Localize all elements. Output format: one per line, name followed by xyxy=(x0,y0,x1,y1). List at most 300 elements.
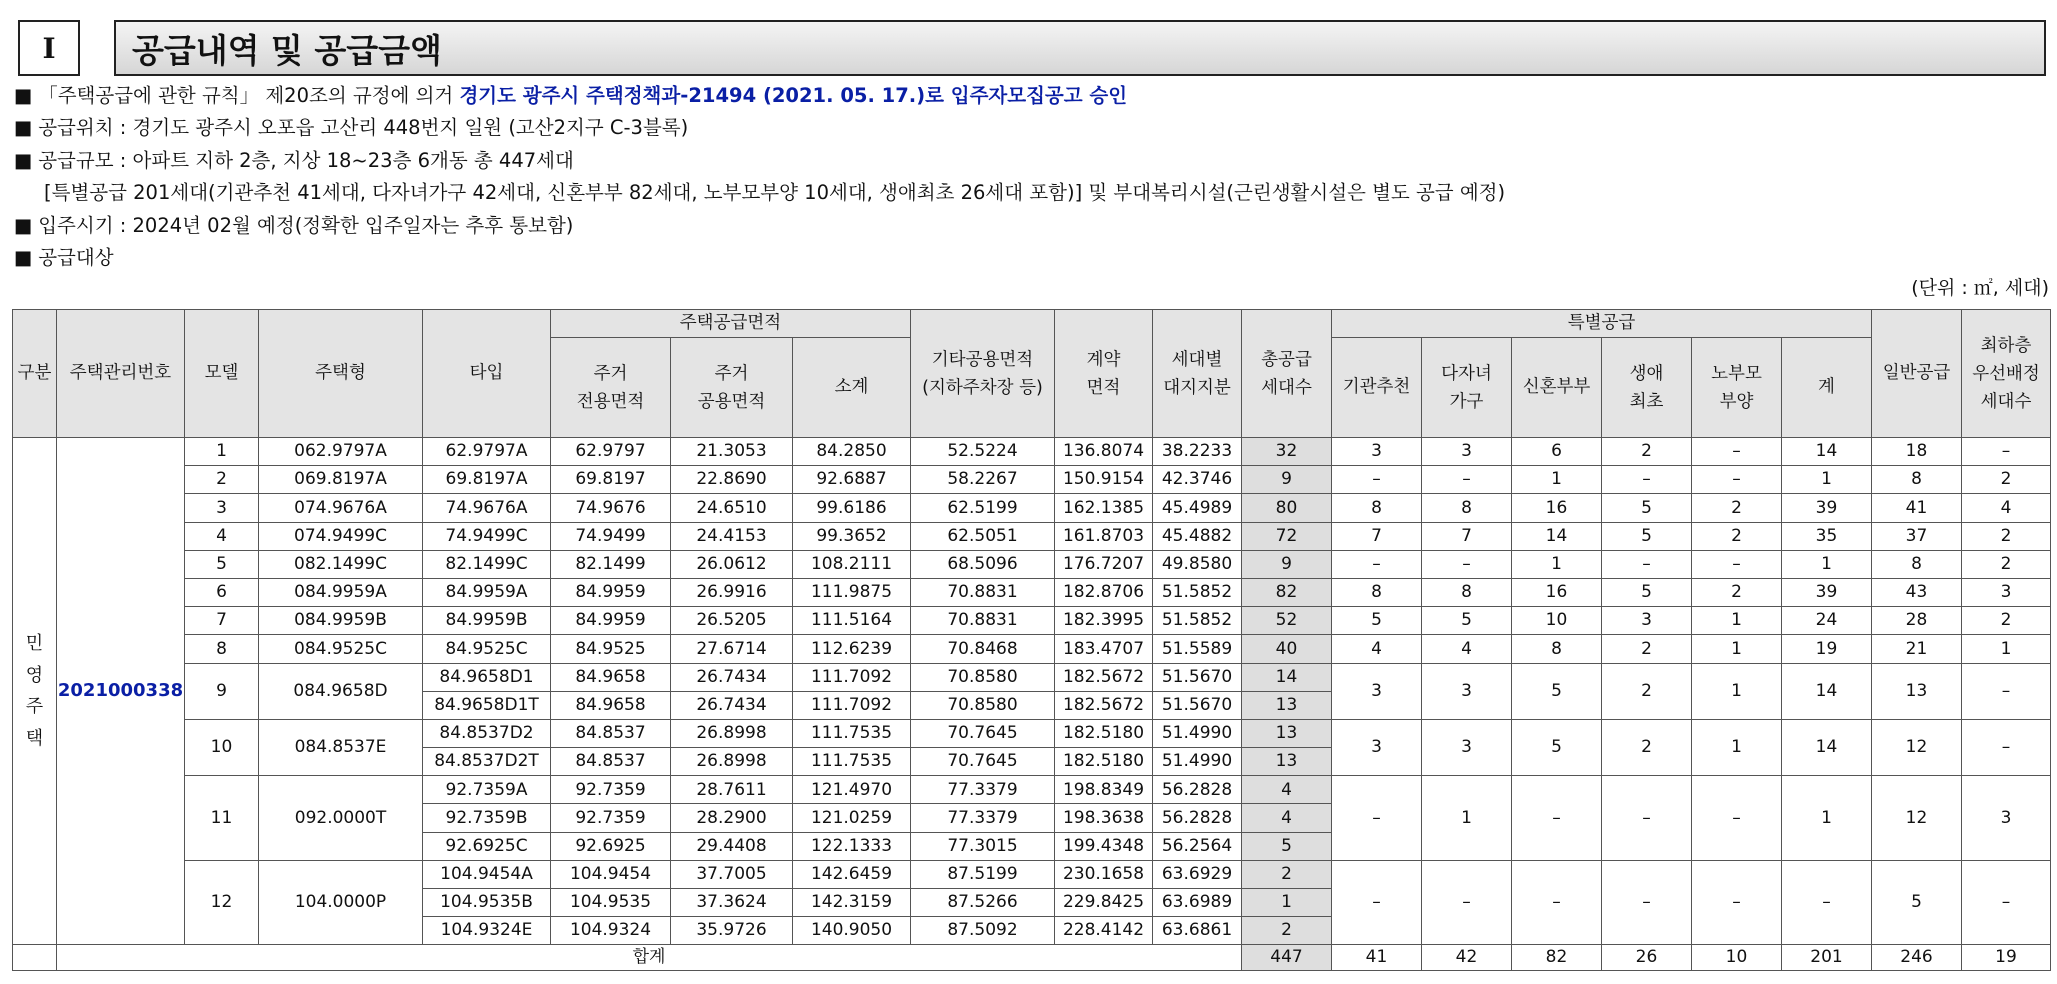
other-cell: 70.8831 xyxy=(911,607,1055,635)
header-first-life: 생애 최초 xyxy=(1602,338,1692,438)
target-text: 공급대상 xyxy=(38,245,114,269)
units-cell: 82 xyxy=(1242,578,1332,606)
land-cell: 63.6989 xyxy=(1153,889,1242,917)
newlywed-cell: – xyxy=(1512,776,1602,861)
header-gubun: 구분 xyxy=(13,310,57,438)
agency-cell: 3 xyxy=(1332,719,1422,775)
common-cell: 26.0612 xyxy=(671,550,793,578)
general-cell: 13 xyxy=(1872,663,1962,719)
land-cell: 63.6861 xyxy=(1153,917,1242,945)
other-cell: 62.5199 xyxy=(911,494,1055,522)
house-type-cell: 062.9797A xyxy=(259,438,423,466)
header-general: 일반공급 xyxy=(1872,310,1962,438)
exclusive-cell: 104.9454 xyxy=(551,860,671,888)
type-cell: 84.9959B xyxy=(423,607,551,635)
type-cell: 84.9658D1T xyxy=(423,691,551,719)
lowest-floor-cell: 2 xyxy=(1962,550,2051,578)
common-cell: 26.9916 xyxy=(671,578,793,606)
special-sum-cell: 1 xyxy=(1782,550,1872,578)
land-cell: 56.2828 xyxy=(1153,776,1242,804)
units-cell: 14 xyxy=(1242,663,1332,691)
general-cell: 12 xyxy=(1872,719,1962,775)
newlywed-cell: – xyxy=(1512,860,1602,945)
exclusive-cell: 104.9535 xyxy=(551,889,671,917)
exclusive-cell: 92.6925 xyxy=(551,832,671,860)
movein-text: 입주시기 : 2024년 02월 예정(정확한 입주일자는 추후 통보함) xyxy=(38,213,574,237)
other-cell: 58.2267 xyxy=(911,466,1055,494)
header-elderly: 노부모 부양 xyxy=(1692,338,1782,438)
table-row xyxy=(13,719,2051,747)
house-type-cell: 104.0000P xyxy=(259,860,423,945)
model-cell: 9 xyxy=(185,663,259,719)
first-life-cell: – xyxy=(1602,550,1692,578)
exclusive-cell: 92.7359 xyxy=(551,776,671,804)
units-cell: 4 xyxy=(1242,804,1332,832)
newlywed-cell: 8 xyxy=(1512,635,1602,663)
general-cell: 21 xyxy=(1872,635,1962,663)
other-cell: 70.8580 xyxy=(911,663,1055,691)
special-sum-cell: 35 xyxy=(1782,522,1872,550)
land-cell: 51.5670 xyxy=(1153,691,1242,719)
table-row xyxy=(13,494,2051,522)
general-cell: 28 xyxy=(1872,607,1962,635)
header-common: 주거 공용면적 xyxy=(671,338,793,438)
general-cell: 8 xyxy=(1872,550,1962,578)
newlywed-cell: 16 xyxy=(1512,578,1602,606)
house-type-cell: 082.1499C xyxy=(259,550,423,578)
model-cell: 8 xyxy=(185,635,259,663)
lowest-floor-cell: 1 xyxy=(1962,635,2051,663)
other-cell: 62.5051 xyxy=(911,522,1055,550)
common-cell: 27.6714 xyxy=(671,635,793,663)
elderly-cell: 2 xyxy=(1692,578,1782,606)
subtotal-cell: 99.3652 xyxy=(793,522,911,550)
newlywed-cell: 6 xyxy=(1512,438,1602,466)
header-special-group: 특별공급 xyxy=(1332,310,1872,338)
exclusive-cell: 92.7359 xyxy=(551,804,671,832)
lowest-floor-cell: 3 xyxy=(1962,578,2051,606)
land-cell: 56.2828 xyxy=(1153,804,1242,832)
subtotal-cell: 99.6186 xyxy=(793,494,911,522)
contract-cell: 182.5672 xyxy=(1055,691,1153,719)
special-sum-cell: 14 xyxy=(1782,663,1872,719)
exclusive-cell: 84.9959 xyxy=(551,607,671,635)
table-row xyxy=(13,776,2051,804)
multi-child-cell: 3 xyxy=(1422,663,1512,719)
common-cell: 21.3053 xyxy=(671,438,793,466)
section-title: 공급내역 및 공급금액 xyxy=(114,20,2046,76)
exclusive-cell: 84.9525 xyxy=(551,635,671,663)
first-life-cell: 2 xyxy=(1602,438,1692,466)
type-cell: 104.9535B xyxy=(423,889,551,917)
header-house-type: 주택형 xyxy=(259,310,423,438)
units-cell: 40 xyxy=(1242,635,1332,663)
contract-cell: 182.5180 xyxy=(1055,748,1153,776)
contract-cell: 150.9154 xyxy=(1055,466,1153,494)
table-row xyxy=(13,607,2051,635)
first-life-cell: 2 xyxy=(1602,719,1692,775)
common-cell: 28.2900 xyxy=(671,804,793,832)
common-cell: 26.8998 xyxy=(671,748,793,776)
first-life-cell: 5 xyxy=(1602,494,1692,522)
house-type-cell: 084.9959A xyxy=(259,578,423,606)
model-cell: 2 xyxy=(185,466,259,494)
model-cell: 4 xyxy=(185,522,259,550)
agency-cell: 5 xyxy=(1332,607,1422,635)
house-type-cell: 084.8537E xyxy=(259,719,423,775)
model-cell: 5 xyxy=(185,550,259,578)
newlywed-cell: 5 xyxy=(1512,663,1602,719)
bullet-icon: ■ xyxy=(14,148,33,172)
units-cell: 2 xyxy=(1242,860,1332,888)
units-cell: 9 xyxy=(1242,466,1332,494)
total-general-cell: 246 xyxy=(1872,945,1962,971)
land-cell: 51.5670 xyxy=(1153,663,1242,691)
header-type: 타입 xyxy=(423,310,551,438)
total-row xyxy=(13,945,2051,971)
header-area-group: 주택공급면적 xyxy=(551,310,911,338)
units-cell: 52 xyxy=(1242,607,1332,635)
other-cell: 87.5092 xyxy=(911,917,1055,945)
model-cell: 3 xyxy=(185,494,259,522)
land-cell: 56.2564 xyxy=(1153,832,1242,860)
contract-cell: 229.8425 xyxy=(1055,889,1153,917)
notice-line-target xyxy=(14,242,2044,274)
agency-cell: 4 xyxy=(1332,635,1422,663)
agency-cell: 7 xyxy=(1332,522,1422,550)
exclusive-cell: 62.9797 xyxy=(551,438,671,466)
multi-child-cell: – xyxy=(1422,550,1512,578)
table-row xyxy=(13,466,2051,494)
section-number: I xyxy=(18,20,80,76)
multi-child-cell: 1 xyxy=(1422,776,1512,861)
lowest-floor-cell: – xyxy=(1962,438,2051,466)
other-cell: 52.5224 xyxy=(911,438,1055,466)
header-lowest-floor: 최하층 우선배정 세대수 xyxy=(1962,310,2051,438)
contract-cell: 161.8703 xyxy=(1055,522,1153,550)
common-cell: 37.3624 xyxy=(671,889,793,917)
newlywed-cell: 10 xyxy=(1512,607,1602,635)
bullet-icon: ■ xyxy=(14,84,33,107)
exclusive-cell: 84.8537 xyxy=(551,748,671,776)
subtotal-cell: 92.6887 xyxy=(793,466,911,494)
agency-cell: 3 xyxy=(1332,438,1422,466)
units-cell: 1 xyxy=(1242,889,1332,917)
land-cell: 51.5852 xyxy=(1153,607,1242,635)
total-agency-cell: 41 xyxy=(1332,945,1422,971)
units-cell: 80 xyxy=(1242,494,1332,522)
special-sum-cell: 1 xyxy=(1782,776,1872,861)
general-cell: 37 xyxy=(1872,522,1962,550)
header-land: 세대별 대지지분 xyxy=(1153,310,1242,438)
contract-cell: 182.3995 xyxy=(1055,607,1153,635)
units-cell: 9 xyxy=(1242,550,1332,578)
units-cell: 4 xyxy=(1242,776,1332,804)
elderly-cell: 2 xyxy=(1692,494,1782,522)
house-type-cell: 084.9525C xyxy=(259,635,423,663)
approval-prefix: 「주택공급에 관한 규칙」 제20조의 규정에 의거 xyxy=(38,84,460,107)
house-type-cell: 074.9499C xyxy=(259,522,423,550)
first-life-cell: 2 xyxy=(1602,635,1692,663)
contract-cell: 176.7207 xyxy=(1055,550,1153,578)
elderly-cell: – xyxy=(1692,860,1782,945)
total-elderly-cell: 10 xyxy=(1692,945,1782,971)
contract-cell: 228.4142 xyxy=(1055,917,1153,945)
other-cell: 77.3015 xyxy=(911,832,1055,860)
subtotal-cell: 84.2850 xyxy=(793,438,911,466)
unit-note: (단위 : ㎡, 세대) xyxy=(1911,277,2049,299)
multi-child-cell: 4 xyxy=(1422,635,1512,663)
total-first-life-cell: 26 xyxy=(1602,945,1692,971)
other-cell: 70.8468 xyxy=(911,635,1055,663)
elderly-cell: – xyxy=(1692,550,1782,578)
lowest-floor-cell: 2 xyxy=(1962,607,2051,635)
other-cell: 70.7645 xyxy=(911,748,1055,776)
header-manage-no: 주택관리번호 xyxy=(57,310,185,438)
type-cell: 69.8197A xyxy=(423,466,551,494)
common-cell: 26.7434 xyxy=(671,691,793,719)
header-other-common: 기타공용면적 (지하주차장 등) xyxy=(911,310,1055,438)
other-cell: 77.3379 xyxy=(911,804,1055,832)
manage-no-cell: 2021000338 xyxy=(57,438,185,945)
subtotal-cell: 111.5164 xyxy=(793,607,911,635)
approval-highlight: 경기도 광주시 주택정책과-21494 (2021. 05. 17.)로 입주자모집공고 승인 xyxy=(459,84,1128,107)
special-sum-cell: 1 xyxy=(1782,466,1872,494)
special-sum-cell: 39 xyxy=(1782,494,1872,522)
units-cell: 13 xyxy=(1242,748,1332,776)
multi-child-cell: 3 xyxy=(1422,719,1512,775)
notice-line-location xyxy=(14,112,2044,144)
multi-child-cell: 7 xyxy=(1422,522,1512,550)
lowest-floor-cell: 2 xyxy=(1962,522,2051,550)
model-cell: 12 xyxy=(185,860,259,945)
type-cell: 82.1499C xyxy=(423,550,551,578)
other-cell: 70.8580 xyxy=(911,691,1055,719)
subtotal-cell: 108.2111 xyxy=(793,550,911,578)
subtotal-cell: 111.7092 xyxy=(793,691,911,719)
special-sum-cell: 39 xyxy=(1782,578,1872,606)
lowest-floor-cell: – xyxy=(1962,719,2051,775)
contract-cell: 182.5180 xyxy=(1055,719,1153,747)
model-cell: 6 xyxy=(185,578,259,606)
other-cell: 70.8831 xyxy=(911,578,1055,606)
agency-cell: – xyxy=(1332,776,1422,861)
common-cell: 26.8998 xyxy=(671,719,793,747)
type-cell: 84.8537D2 xyxy=(423,719,551,747)
newlywed-cell: 1 xyxy=(1512,550,1602,578)
first-life-cell: 5 xyxy=(1602,578,1692,606)
subtotal-cell: 112.6239 xyxy=(793,635,911,663)
agency-cell: – xyxy=(1332,860,1422,945)
land-cell: 45.4882 xyxy=(1153,522,1242,550)
header-newlywed: 신혼부부 xyxy=(1512,338,1602,438)
land-cell: 45.4989 xyxy=(1153,494,1242,522)
other-cell: 87.5199 xyxy=(911,860,1055,888)
elderly-cell: – xyxy=(1692,466,1782,494)
newlywed-cell: 16 xyxy=(1512,494,1602,522)
header-subtotal: 소계 xyxy=(793,338,911,438)
common-cell: 22.8690 xyxy=(671,466,793,494)
house-type-cell: 069.8197A xyxy=(259,466,423,494)
type-cell: 104.9454A xyxy=(423,860,551,888)
units-cell: 13 xyxy=(1242,719,1332,747)
land-cell: 51.4990 xyxy=(1153,748,1242,776)
first-life-cell: 2 xyxy=(1602,663,1692,719)
header-total-units: 총공급 세대수 xyxy=(1242,310,1332,438)
common-cell: 24.6510 xyxy=(671,494,793,522)
house-type-cell: 084.9959B xyxy=(259,607,423,635)
elderly-cell: – xyxy=(1692,438,1782,466)
house-type-cell: 092.0000T xyxy=(259,776,423,861)
exclusive-cell: 84.9959 xyxy=(551,578,671,606)
first-life-cell: – xyxy=(1602,860,1692,945)
total-multi-child-cell: 42 xyxy=(1422,945,1512,971)
contract-cell: 136.8074 xyxy=(1055,438,1153,466)
bullet-icon: ■ xyxy=(14,116,33,140)
header-agency: 기관추천 xyxy=(1332,338,1422,438)
header-exclusive: 주거 전용면적 xyxy=(551,338,671,438)
subtotal-cell: 122.1333 xyxy=(793,832,911,860)
section-header xyxy=(18,20,2046,78)
multi-child-cell: – xyxy=(1422,860,1512,945)
notice-line-movein xyxy=(14,210,2044,242)
exclusive-cell: 104.9324 xyxy=(551,917,671,945)
agency-cell: 8 xyxy=(1332,578,1422,606)
lowest-floor-cell: – xyxy=(1962,663,2051,719)
special-sum-cell: 24 xyxy=(1782,607,1872,635)
subtotal-cell: 142.6459 xyxy=(793,860,911,888)
notice-line-special-detail xyxy=(14,177,2044,209)
land-cell: 42.3746 xyxy=(1153,466,1242,494)
header-special-sum: 계 xyxy=(1782,338,1872,438)
newlywed-cell: 14 xyxy=(1512,522,1602,550)
units-cell: 32 xyxy=(1242,438,1332,466)
model-cell: 1 xyxy=(185,438,259,466)
scale-text: 공급규모 : 아파트 지하 2층, 지상 18~23층 6개동 총 447세대 xyxy=(38,148,574,172)
lowest-floor-cell: 4 xyxy=(1962,494,2051,522)
newlywed-cell: 1 xyxy=(1512,466,1602,494)
total-newlywed-cell: 82 xyxy=(1512,945,1602,971)
units-cell: 5 xyxy=(1242,832,1332,860)
common-cell: 37.7005 xyxy=(671,860,793,888)
elderly-cell: 1 xyxy=(1692,607,1782,635)
type-cell: 84.9658D1 xyxy=(423,663,551,691)
subtotal-cell: 111.9875 xyxy=(793,578,911,606)
multi-child-cell: 8 xyxy=(1422,578,1512,606)
type-cell: 84.9959A xyxy=(423,578,551,606)
lowest-floor-cell: – xyxy=(1962,860,2051,945)
land-cell: 51.5852 xyxy=(1153,578,1242,606)
general-cell: 41 xyxy=(1872,494,1962,522)
elderly-cell: 1 xyxy=(1692,719,1782,775)
elderly-cell: – xyxy=(1692,776,1782,861)
land-cell: 51.4990 xyxy=(1153,719,1242,747)
type-cell: 74.9676A xyxy=(423,494,551,522)
subtotal-cell: 140.9050 xyxy=(793,917,911,945)
other-cell: 68.5096 xyxy=(911,550,1055,578)
type-cell: 62.9797A xyxy=(423,438,551,466)
notice-line-approval xyxy=(14,80,2044,112)
general-cell: 8 xyxy=(1872,466,1962,494)
header-model: 모델 xyxy=(185,310,259,438)
lowest-floor-cell: 3 xyxy=(1962,776,2051,861)
special-sum-cell: 14 xyxy=(1782,438,1872,466)
other-cell: 77.3379 xyxy=(911,776,1055,804)
type-cell: 84.8537D2T xyxy=(423,748,551,776)
multi-child-cell: 8 xyxy=(1422,494,1512,522)
model-cell: 11 xyxy=(185,776,259,861)
first-life-cell: 3 xyxy=(1602,607,1692,635)
units-cell: 13 xyxy=(1242,691,1332,719)
special-detail-text: [특별공급 201세대(기관추천 41세대, 다자녀가구 42세대, 신혼부부 82세대, 노부모부양 10세대, 생애최초 26세대 포함)] 및 부대복리시설(근린생활시설은 별도 공급 예정) xyxy=(44,181,1506,205)
common-cell: 26.5205 xyxy=(671,607,793,635)
header-contract: 계약 면적 xyxy=(1055,310,1153,438)
total-special-sum-cell: 201 xyxy=(1782,945,1872,971)
subtotal-cell: 142.3159 xyxy=(793,889,911,917)
total-lowest-floor-cell: 19 xyxy=(1962,945,2051,971)
land-cell: 49.8580 xyxy=(1153,550,1242,578)
general-cell: 18 xyxy=(1872,438,1962,466)
contract-cell: 182.5672 xyxy=(1055,663,1153,691)
subtotal-cell: 111.7535 xyxy=(793,719,911,747)
units-cell: 2 xyxy=(1242,917,1332,945)
exclusive-cell: 84.9658 xyxy=(551,663,671,691)
first-life-cell: – xyxy=(1602,466,1692,494)
other-cell: 87.5266 xyxy=(911,889,1055,917)
exclusive-cell: 84.8537 xyxy=(551,719,671,747)
type-cell: 74.9499C xyxy=(423,522,551,550)
total-units-cell: 447 xyxy=(1242,945,1332,971)
location-text: 공급위치 : 경기도 광주시 오포읍 고산리 448번지 일원 (고산2지구 C-3블록) xyxy=(38,116,689,140)
special-sum-cell: – xyxy=(1782,860,1872,945)
table-row xyxy=(13,550,2051,578)
subtotal-cell: 121.0259 xyxy=(793,804,911,832)
agency-cell: 3 xyxy=(1332,663,1422,719)
exclusive-cell: 74.9499 xyxy=(551,522,671,550)
contract-cell: 162.1385 xyxy=(1055,494,1153,522)
elderly-cell: 2 xyxy=(1692,522,1782,550)
elderly-cell: 1 xyxy=(1692,635,1782,663)
contract-cell: 230.1658 xyxy=(1055,860,1153,888)
type-cell: 92.7359A xyxy=(423,776,551,804)
agency-cell: 8 xyxy=(1332,494,1422,522)
multi-child-cell: – xyxy=(1422,466,1512,494)
contract-cell: 199.4348 xyxy=(1055,832,1153,860)
table-row xyxy=(13,578,2051,606)
land-cell: 51.5589 xyxy=(1153,635,1242,663)
common-cell: 29.4408 xyxy=(671,832,793,860)
contract-cell: 198.8349 xyxy=(1055,776,1153,804)
exclusive-cell: 74.9676 xyxy=(551,494,671,522)
table-row xyxy=(13,438,2051,466)
multi-child-cell: 5 xyxy=(1422,607,1512,635)
agency-cell: – xyxy=(1332,550,1422,578)
table-row xyxy=(13,635,2051,663)
contract-cell: 182.8706 xyxy=(1055,578,1153,606)
type-cell: 92.6925C xyxy=(423,832,551,860)
type-cell: 84.9525C xyxy=(423,635,551,663)
special-sum-cell: 14 xyxy=(1782,719,1872,775)
general-cell: 5 xyxy=(1872,860,1962,945)
exclusive-cell: 69.8197 xyxy=(551,466,671,494)
table-row xyxy=(13,860,2051,888)
lowest-floor-cell: 2 xyxy=(1962,466,2051,494)
land-cell: 38.2233 xyxy=(1153,438,1242,466)
bullet-icon: ■ xyxy=(14,213,33,237)
exclusive-cell: 82.1499 xyxy=(551,550,671,578)
common-cell: 28.7611 xyxy=(671,776,793,804)
subtotal-cell: 121.4970 xyxy=(793,776,911,804)
